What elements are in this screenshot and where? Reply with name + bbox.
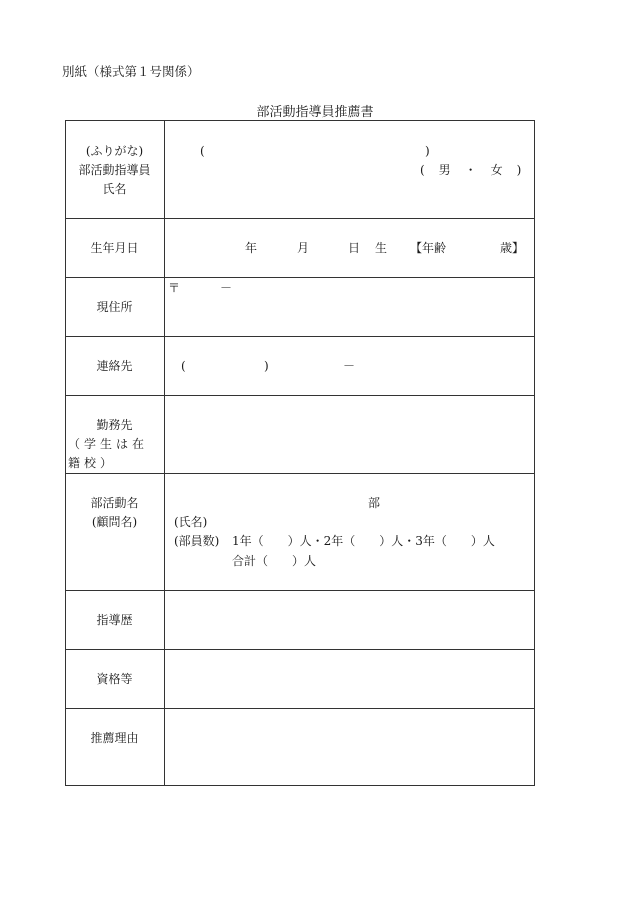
- phone-dash: －: [343, 359, 356, 373]
- column-divider: [164, 120, 165, 786]
- contact-label: 連絡先: [96, 359, 133, 373]
- row-divider: [65, 590, 535, 591]
- row-divider: [65, 708, 535, 709]
- row-divider: [65, 336, 535, 337]
- row-divider: [65, 277, 535, 278]
- member-count-label: (部員数): [174, 534, 220, 548]
- qualification-label: 資格等: [96, 672, 133, 686]
- age-open: 【年齢: [410, 241, 447, 255]
- age-close: 歳】: [500, 241, 525, 255]
- year-unit: 年: [245, 241, 258, 255]
- instructor-label: 部活動指導員: [78, 163, 151, 177]
- club-name-label: 部活動名: [90, 496, 139, 510]
- workplace-label: 勤務先: [96, 418, 133, 432]
- club-label: [65, 494, 164, 532]
- month-unit: 月: [297, 241, 310, 255]
- phone-paren-open: (: [181, 359, 186, 373]
- form-title: 部活動指導員推薦書: [256, 105, 374, 120]
- row-divider: [65, 395, 535, 396]
- postal-dash: －: [220, 281, 233, 295]
- advisor-label: (顧問名): [91, 515, 138, 529]
- birthdate-label: 生年月日: [90, 241, 139, 255]
- member-counts-by-grade: 1年（ ）人・2年（ ）人・3年（ ）人: [232, 534, 495, 548]
- born-unit: 生: [375, 241, 388, 255]
- history-label: 指導歴: [96, 613, 133, 627]
- club-suffix: 部: [368, 496, 381, 510]
- name-label: [65, 142, 164, 199]
- row-divider: [65, 649, 535, 650]
- postal-mark: 〒: [168, 281, 181, 295]
- row-divider: [65, 218, 535, 219]
- workplace-note: （学生は在籍校）: [68, 437, 149, 470]
- furigana-label: (ふりがな): [85, 144, 144, 158]
- furigana-paren-close: ): [425, 144, 430, 158]
- full-name-label: 氏名: [102, 182, 127, 196]
- furigana-paren-open: (: [200, 144, 205, 158]
- phone-paren-close: ): [264, 359, 269, 373]
- reason-label: 推薦理由: [90, 731, 139, 745]
- address-label: 現住所: [96, 300, 133, 314]
- gender-choice[interactable]: ( 男 ・ 女 ): [420, 163, 523, 177]
- advisor-name-field: (氏名): [174, 515, 208, 529]
- form-caption: 別紙（様式第１号関係）: [62, 64, 200, 79]
- day-unit: 日: [348, 241, 361, 255]
- member-total: 合計（ ）人: [232, 554, 317, 568]
- row-divider: [65, 473, 535, 474]
